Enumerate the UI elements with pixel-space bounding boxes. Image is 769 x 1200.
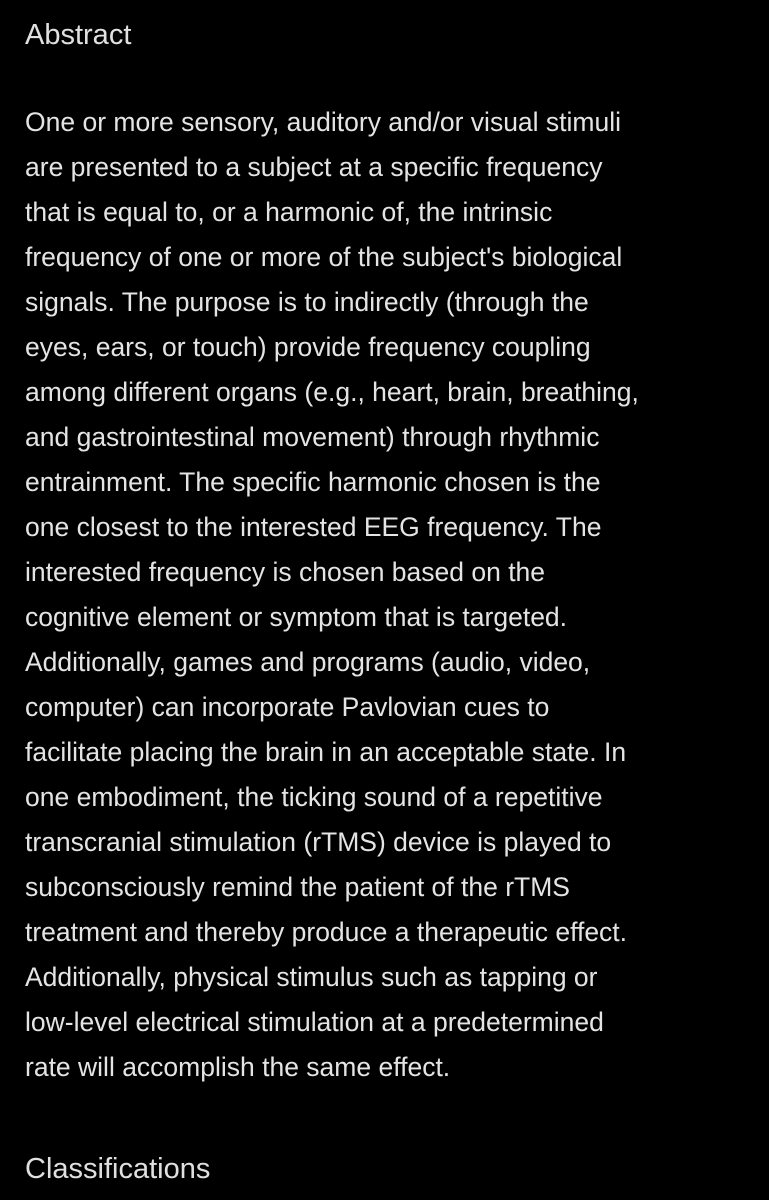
abstract-line: that is equal to, or a harmonic of, the intrinsic xyxy=(25,197,553,227)
abstract-line: one closest to the interested EEG frequency. The xyxy=(25,512,602,542)
abstract-line: rate will accomplish the same effect. xyxy=(25,1052,451,1082)
abstract-line: treatment and thereby produce a therapeutic effect. xyxy=(25,917,628,947)
abstract-line: signals. The purpose is to indirectly (through the xyxy=(25,287,589,317)
abstract-line: computer) can incorporate Pavlovian cues to xyxy=(25,692,550,722)
abstract-line: transcranial stimulation (rTMS) device is played to xyxy=(25,827,612,857)
abstract-line: and gastrointestinal movement) through rhythmic xyxy=(25,422,600,452)
abstract-heading: Abstract xyxy=(25,19,132,51)
abstract-line: entrainment. The specific harmonic chosen is the xyxy=(25,467,601,497)
abstract-line: cognitive element or symptom that is targeted. xyxy=(25,602,568,632)
abstract-line: interested frequency is chosen based on the xyxy=(25,557,546,587)
abstract-text xyxy=(25,100,755,1090)
abstract-line: Additionally, physical stimulus such as tapping or xyxy=(25,962,598,992)
abstract-line: among different organs (e.g., heart, brain, breathing, xyxy=(25,377,639,407)
abstract-line: One or more sensory, auditory and/or visual stimuli xyxy=(25,107,622,137)
abstract-line: Additionally, games and programs (audio, video, xyxy=(25,647,591,677)
abstract-line: one embodiment, the ticking sound of a repetitive xyxy=(25,782,603,812)
abstract-line: subconsciously remind the patient of the rTMS xyxy=(25,872,570,902)
abstract-line: low-level electrical stimulation at a predetermined xyxy=(25,1007,604,1037)
abstract-line: eyes, ears, or touch) provide frequency coupling xyxy=(25,332,591,362)
classifications-heading: Classifications xyxy=(25,1153,211,1185)
abstract-line: are presented to a subject at a specific frequency xyxy=(25,152,603,182)
abstract-line: facilitate placing the brain in an acceptable state. In xyxy=(25,737,627,767)
abstract-line: frequency of one or more of the subject's biological xyxy=(25,242,623,272)
